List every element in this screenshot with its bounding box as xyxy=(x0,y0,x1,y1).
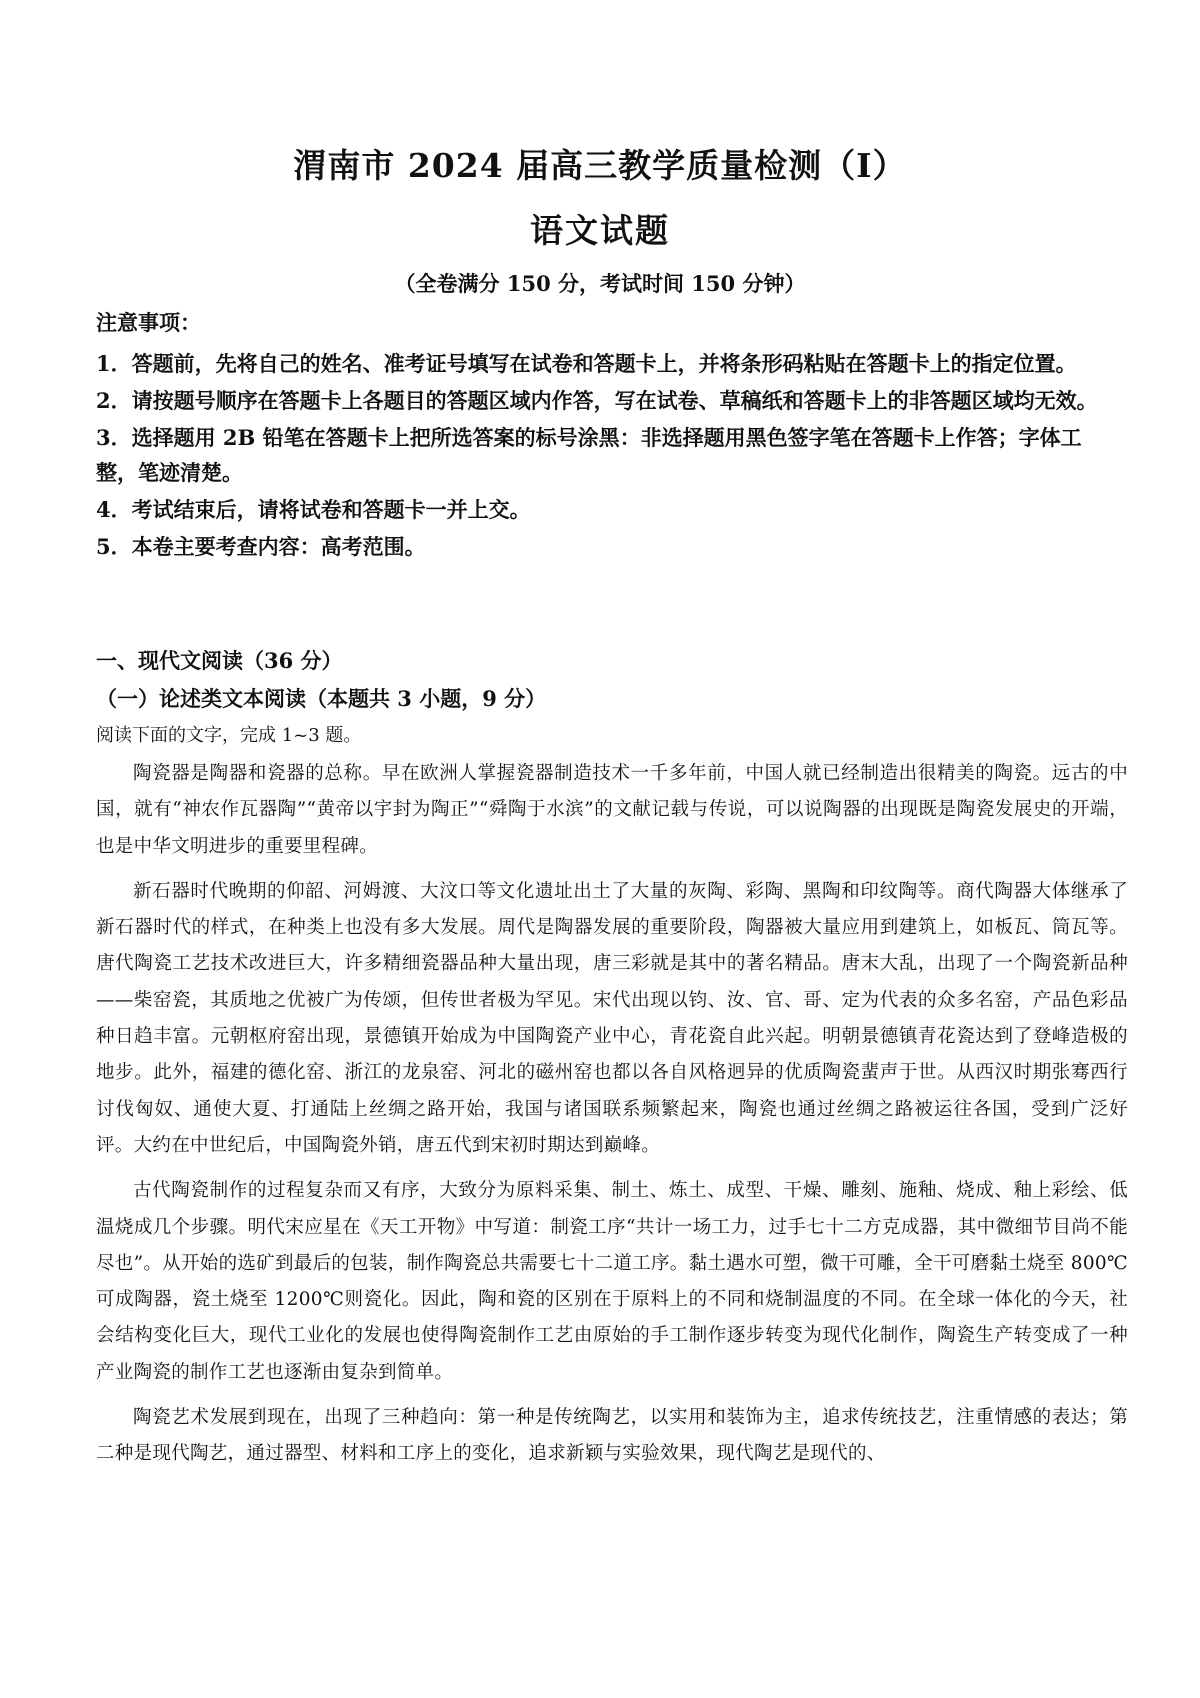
passage-paragraph: 陶瓷艺术发展到现在，出现了三种趋向：第一种是传统陶艺，以实用和装饰为主，追求传统技艺，注重情感的表达；第二种是现代陶艺，通过器型、材料和工序上的变化，追求新颖与实验效果，现代陶艺是现代的、 xyxy=(96,1407,1128,1465)
subsection-heading: （一）论述类文本阅读（本题共 3 小题，9 分） xyxy=(96,686,547,711)
note-item: 1．答题前，先将自己的姓名、准考证号填写在试卷和答题卡上，并将条形码粘贴在答题卡上的指定位置。 xyxy=(96,351,1077,376)
exam-title: 渭南市 2024 届高三教学质量检测（Ⅰ） xyxy=(293,146,907,185)
notes-heading: 注意事项： xyxy=(96,310,201,335)
passage-paragraph: 古代陶瓷制作的过程复杂而又有序，大致分为原料采集、制土、炼土、成型、干燥、雕刻、施釉、烧成、釉上彩绘、低温烧成几个步骤。明代宋应星在《天工开物》中写道：制瓷工序“共计一场工力，过手七十二方克成器，其中微细节目尚不能尽也”。从开始的选矿到最后的包装，制作陶瓷总共需要七十二道工序。黏土遇水可塑，微干可雕，全干可磨黏土烧至 800℃可成陶器，瓷土烧至 1200℃则瓷化。因此，陶和瓷的区别在于原料上的不同和烧制温度的不同。在全球一体化的今天，社会结构变化巨大，现代工业化的发展也使得陶瓷制作工艺由原始的手工制作逐步转变为现代化制作，陶瓷生产转变成了一种产业陶瓷的制作工艺也逐渐由复杂到简单。 xyxy=(96,1180,1128,1383)
notes-block xyxy=(96,306,1116,564)
note-item: 5．本卷主要考查内容：高考范围。 xyxy=(96,534,426,559)
note-item: 2．请按题号顺序在答题卡上各题目的答题区域内作答，写在试卷、草稿纸和答题卡上的非答题区域均无效。 xyxy=(96,388,1098,413)
reading-instruction: 阅读下面的文字，完成 1~3 题。 xyxy=(96,725,362,746)
exam-score-time: （全卷满分 150 分，考试时间 150 分钟） xyxy=(394,271,806,296)
exam-subject: 语文试题 xyxy=(530,211,670,250)
section-heading: 一、现代文阅读（36 分） xyxy=(96,648,343,673)
reading-passage xyxy=(96,756,1128,1482)
passage-paragraph: 新石器时代晚期的仰韶、河姆渡、大汶口等文化遗址出土了大量的灰陶、彩陶、黑陶和印纹陶等。商代陶器大体继承了新石器时代的样式，在种类上也没有多大发展。周代是陶器发展的重要阶段，陶器被大量应用到建筑上，如板瓦、筒瓦等。唐代陶瓷工艺技术改进巨大，许多精细瓷器品种大量出现，唐三彩就是其中的著名精品。唐末大乱，出现了一个陶瓷新品种——柴窑瓷，其质地之优被广为传颂，但传世者极为罕见。宋代出现以钧、汝、官、哥、定为代表的众多名窑，产品色彩品种日趋丰富。元朝枢府窑出现，景德镇开始成为中国陶瓷产业中心，青花瓷自此兴起。明朝景德镇青花瓷达到了登峰造极的地步。此外，福建的德化窑、浙江的龙泉窑、河北的磁州窑也都以各自风格迥异的优质陶瓷蜚声于世。从西汉时期张骞西行讨伐匈奴、通使大夏、打通陆上丝绸之路开始，我国与诸国联系频繁起来，陶瓷也通过丝绸之路被运往各国，受到广泛好评。大约在中世纪后，中国陶瓷外销，唐五代到宋初时期达到巅峰。 xyxy=(96,880,1128,1156)
passage-paragraph: 陶瓷器是陶器和瓷器的总称。早在欧洲人掌握瓷器制造技术一千多年前，中国人就已经制造出很精美的陶瓷。远古的中国，就有“神农作瓦器陶”“黄帝以宇封为陶正”“舜陶于水滨”的文献记载与传说，可以说陶器的出现既是陶瓷发展史的开端，也是中华文明进步的重要里程碑。 xyxy=(96,763,1128,857)
note-item: 4．考试结束后，请将试卷和答题卡一并上交。 xyxy=(96,497,531,522)
note-item: 3．选择题用 2B 铅笔在答题卡上把所选答案的标号涂黑：非选择题用黑色签字笔在答题卡上作答；字体工整，笔迹清楚。 xyxy=(96,425,1082,485)
